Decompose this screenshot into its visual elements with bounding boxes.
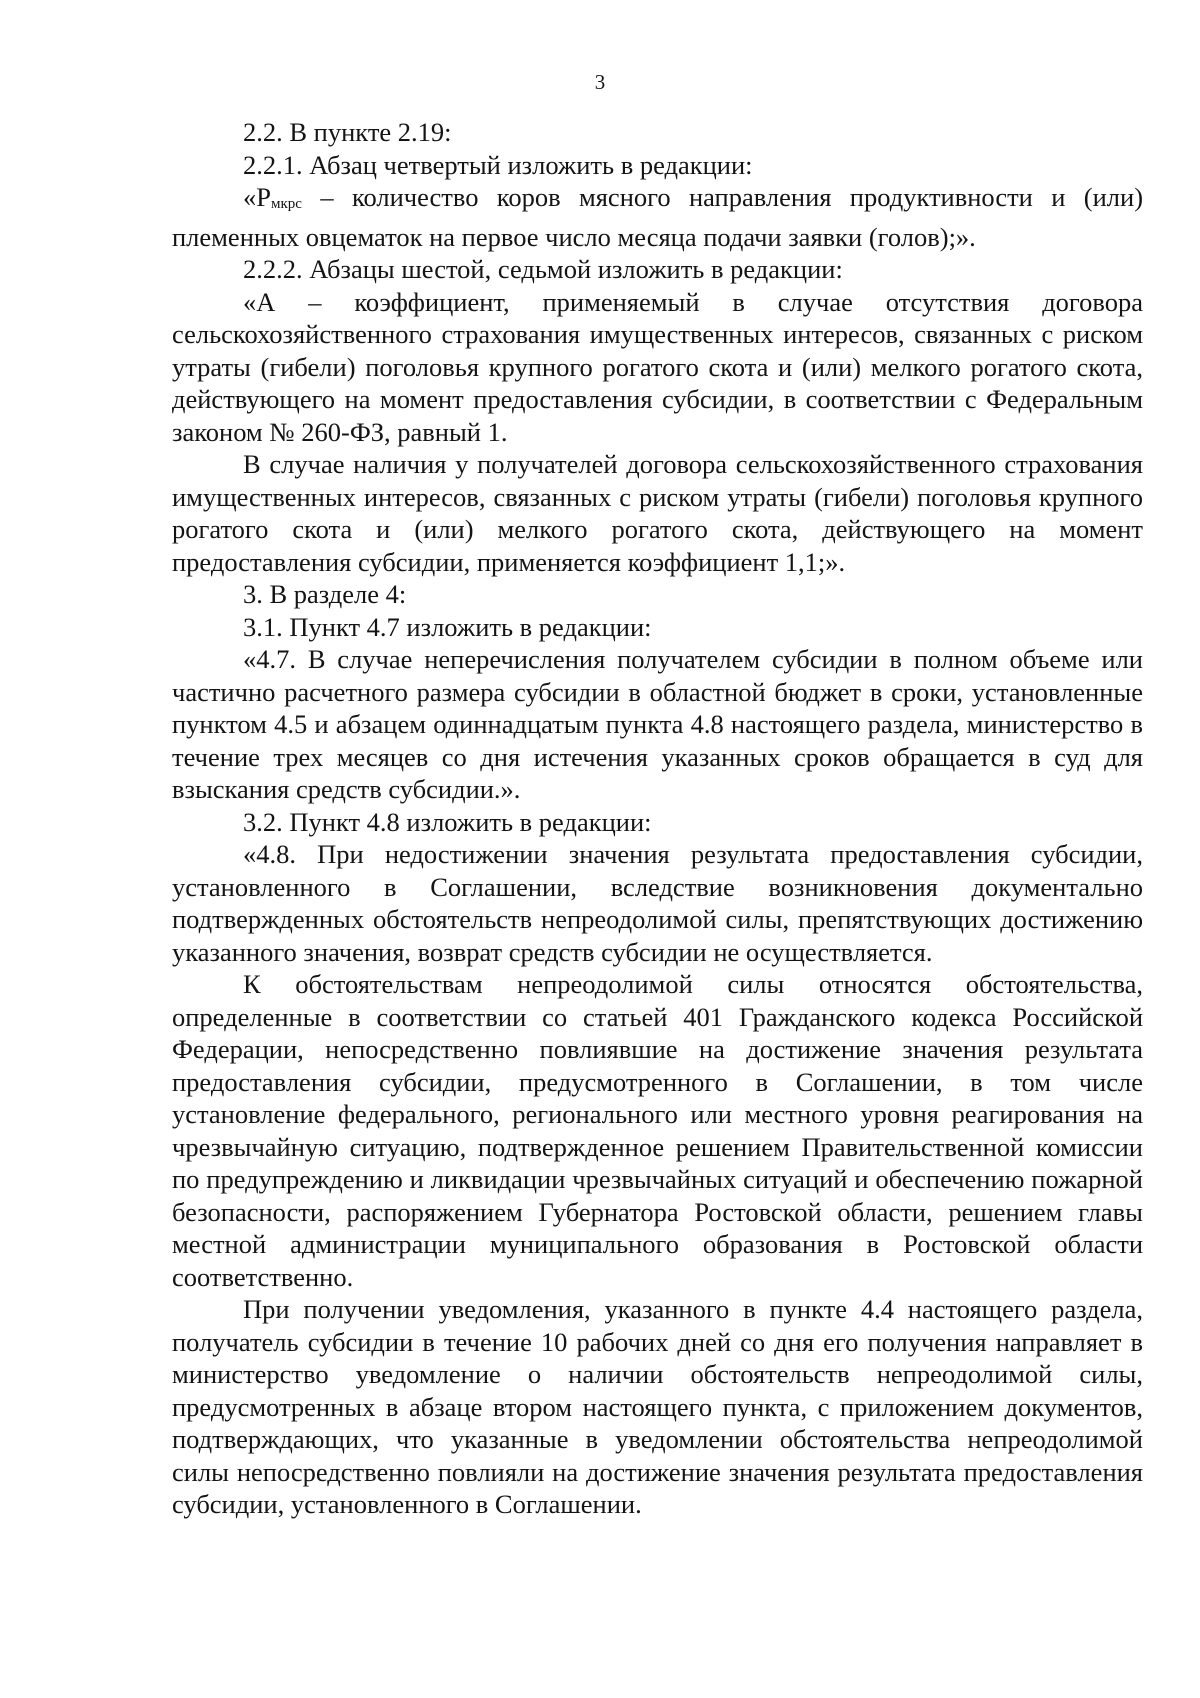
paragraph-2-2-2: 2.2.2. Абзацы шестой, седьмой изложить в редакции:	[243, 254, 843, 284]
formula-symbol: Р	[256, 182, 271, 212]
paragraph-section-3: 3. В разделе 4:	[243, 579, 407, 609]
formula-subscript: мкрс	[271, 196, 302, 212]
formula-dash: –	[320, 182, 334, 212]
paragraph-force-majeure: К обстоятельствам непреодолимой силы относятся обстоятельства, определенные в соответствии со статьей 401 Гражданского кодекса Российской Федерации, непосредственно повлиявшие на достижение значения результата предоставления субсидии, предусмотренного в Соглашении, в том числе установление федерального, регионального или местного уровня реагирования на чрезвычайную ситуацию, подтвержденное решением Правительственной комиссии по предупреждению и ликвидации чрезвычайных ситуаций и обеспечению пожарной безопасности, распоряжением Губернатора Ростовской области, решением главы местной администрации муниципального образования в Ростовской области соответственно.	[172, 969, 1143, 1292]
paragraph-coefficient-a: «А – коэффициент, применяемый в случае отсутствия договора сельскохозяйственного страхования имущественных интересов, связанных с риском утраты (гибели) поголовья крупного рогатого скота и (или) мелкого рогатого скота, действующего на момент предоставления субсидии, в соответствии с Федеральным законом № 260-ФЗ, равный 1.	[172, 286, 1143, 447]
paragraph-2-2-1: 2.2.1. Абзац четвертый изложить в редакции:	[243, 149, 753, 180]
paragraph-2-2: 2.2. В пункте 2.19:	[243, 117, 452, 147]
paragraph-3-1: 3.1. Пункт 4.7 изложить в редакции:	[243, 611, 652, 642]
page-number: 3	[594, 70, 606, 94]
paragraph-3-2: 3.2. Пункт 4.8 изложить в редакции:	[243, 806, 652, 837]
paragraph-item-4-8: «4.8. При недостижении значения результата предоставления субсидии, установленного в Соглашении, вследствие возникновения документально подтвержденных обстоятельств непреодолимой силы, препятствующих достижению указанного значения, возврат средств субсидии не осуществляется.	[172, 839, 1143, 967]
paragraph-item-4-7: «4.7. В случае неперечисления получателем субсидии в полном объеме или частично расчетного размера субсидии в областной бюджет в сроки, установленные пунктом 4.5 и абзацем одиннадцатым пункта 4.8 настоящего раздела, министерство в течение трех месяцев со дня истечения указанных сроков обращается в суд для взыскания средств субсидии.».	[172, 644, 1143, 804]
paragraph-formula-p-mkrs	[172, 181, 1143, 253]
paragraph-coefficient-insurance: В случае наличия у получателей договора сельскохозяйственного страхования имущественных интересов, связанных с риском утраты (гибели) поголовья крупного рогатого скота и (или) мелкого рогатого скота, действующего на момент предоставления субсидии, применяется коэффициент 1,1;».	[172, 449, 1143, 577]
paragraph-notification: При получении уведомления, указанного в пункте 4.4 настоящего раздела, получатель субсидии в течение 10 рабочих дней со дня его получения направляет в министерство уведомление о наличии обстоятельств непреодолимой силы, предусмотренных в абзаце втором настоящего пункта, с приложением документов, подтверждающих, что указанные в уведомлении обстоятельства непреодолимой силы непосредственно повлияли на достижение значения результата предоставления субсидии, установленного в Соглашении.	[172, 1294, 1143, 1519]
formula-open-quote: «	[243, 182, 257, 212]
formula-definition: количество коров мясного направления продуктивности и (или) племенных овцематок на первое число месяца подачи заявки (голов);».	[172, 182, 1144, 252]
document-body	[172, 116, 1143, 1521]
